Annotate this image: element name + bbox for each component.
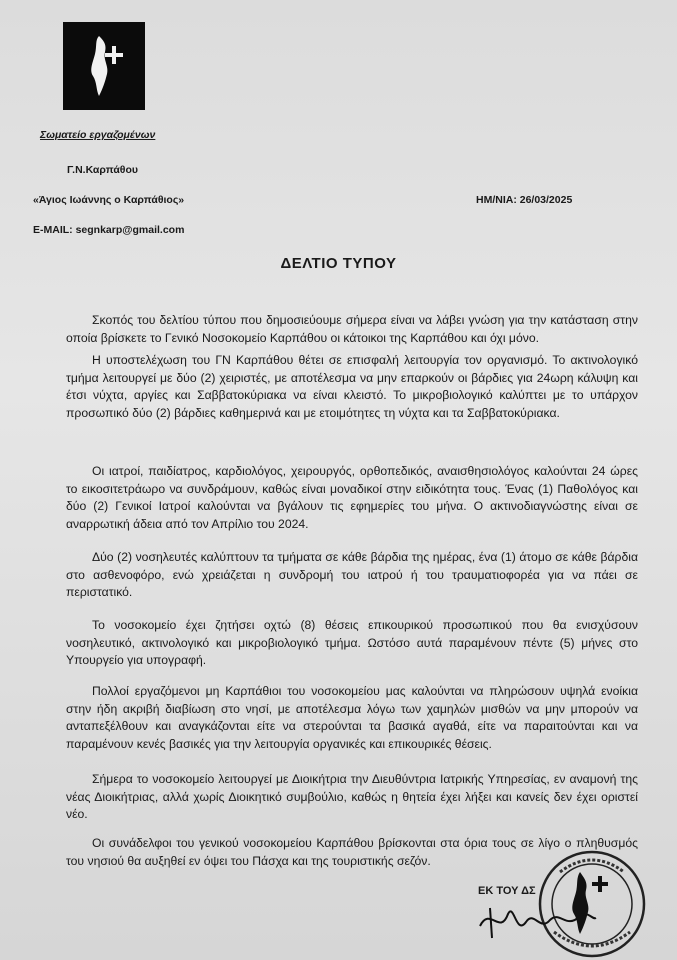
- paragraph-administration: Σήμερα το νοσοκομείο λειτουργεί με Διοικήτρια την Διευθύντρια Ιατρικής Υπηρεσίας, εν αναμονή της νέας Διοικήτριας, αλλά χωρίς Διοικητικό συμβούλιο, καθώς η θητεία έχει λήξει και κανείς δεν έχει οριστεί νέο.: [66, 772, 638, 822]
- paragraph-purpose: Σκοπός του δελτίου τύπου που δημοσιεύουμε σήμερα είναι να λάβει γνώση για την κατάσταση στην οποία βρίσκετε το Γενικό Νοσοκομείο Καρπάθου οι κάτοικοι της Καρπάθου και όχι μόνο.: [66, 313, 638, 345]
- paragraph-understaffing: Η υποστελέχωση του ΓΝ Καρπάθου θέτει σε επισφαλή λειτουργία τον οργανισμό. Το ακτινολογικό τμήμα λειτουργεί με δύο (2) χειριστές, με αποτέλεσμα να μην επαρκούν οι βάρδιες για 24ωρη κάλυψη και έτσι νύχτα, αργίες και Σαββατοκύριακα να είναι κλειστό. Το μικροβιολογικό καλύπτει με το υπάρχον προσωπικό δύο (2) βάρδιες καθημερινά και με ετοιμότητες τη νύχτα και τα Σαββατοκύριακα.: [66, 353, 638, 420]
- association-name: Σωματείο εργαζομένων: [40, 129, 156, 141]
- paragraph-limits: Οι συνάδελφοι του γενικού νοσοκομείου Καρπάθου βρίσκονται στα όρια τους σε λίγο ο πληθυσμός του νησιού θα αυξηθεί εν όψει του Πάσχα και της τουριστικής σεζόν.: [66, 836, 638, 868]
- paragraph-nurses: Δύο (2) νοσηλευτές καλύπτουν τα τμήματα σε κάθε βάρδια της ημέρας, ένα (1) άτομο σε κάθε βάρδια στο ασθενοφόρο, ενώ χρειάζεται η συνδρομή του ιατρού ή του τραυματιοφορέα για να πάει σε περιστατικό.: [66, 550, 638, 600]
- hospital-saint-name: «Άγιος Ιωάννης ο Καρπάθιος»: [33, 194, 185, 206]
- hospital-name: Γ.Ν.Καρπάθου: [67, 164, 138, 176]
- page-title: ΔΕΛΤΙΟ ΤΥΠΟΥ: [280, 255, 397, 272]
- document-date: ΗΜ/ΝΙΑ: 26/03/2025: [476, 194, 573, 206]
- paragraph-rents: Πολλοί εργαζόμενοι μη Καρπάθιοι του νοσοκομείου μας καλούνται να πληρώσουν υψηλά ενοίκια στην ήδη ακριβή διαβίωση στο νησί, με αποτέλεσμα λόγω των χαμηλών μισθών να μην μπορούν να ανταπεξέλθουν και αναγκάζονται είτε να στερούνται τα βασικά αγαθά, είτε να παραιτούνται και να παραμένουν κενές βασικές για την λειτουργία οργανικές και επικουρικές θέσεις.: [66, 684, 638, 751]
- island-cross-logo-icon: [63, 22, 145, 110]
- paragraph-positions: Το νοσοκομείο έχει ζητήσει οχτώ (8) θέσεις επικουρικού προσωπικού που θα ενισχύσουν νοσηλευτικό, ακτινολογικό και μικροβιολογικό τμήμα. Ωστόσο αυτά παραμένουν πέντε (5) μήνες στο Υπουργείο για υπογραφή.: [66, 618, 638, 668]
- signature-label: ΕΚ ΤΟΥ ΔΣ: [478, 885, 536, 897]
- email-address: E-MAIL: segnkarp@gmail.com: [33, 224, 185, 236]
- paragraph-doctors: Οι ιατροί, παιδίατρος, καρδιολόγος, χειρουργός, ορθοπεδικός, αναισθησιολόγος καλούνται 24 ώρες το εικοσιτετράωρο να συνδράμουν, καθώς είναι μοναδικοί στην ειδικότητα τους. Ένας (1) Παθολόγος και δύο (2) Γενικοί Ιατροί καλούνται να βγάλουν τις εφημερίες του μήνα. Ο ακτινοδιαγνώστης είναι σε αναρρωτική άδεια από τον Απρίλιο του 2024.: [66, 464, 638, 531]
- handwritten-signature-icon: [470, 896, 600, 946]
